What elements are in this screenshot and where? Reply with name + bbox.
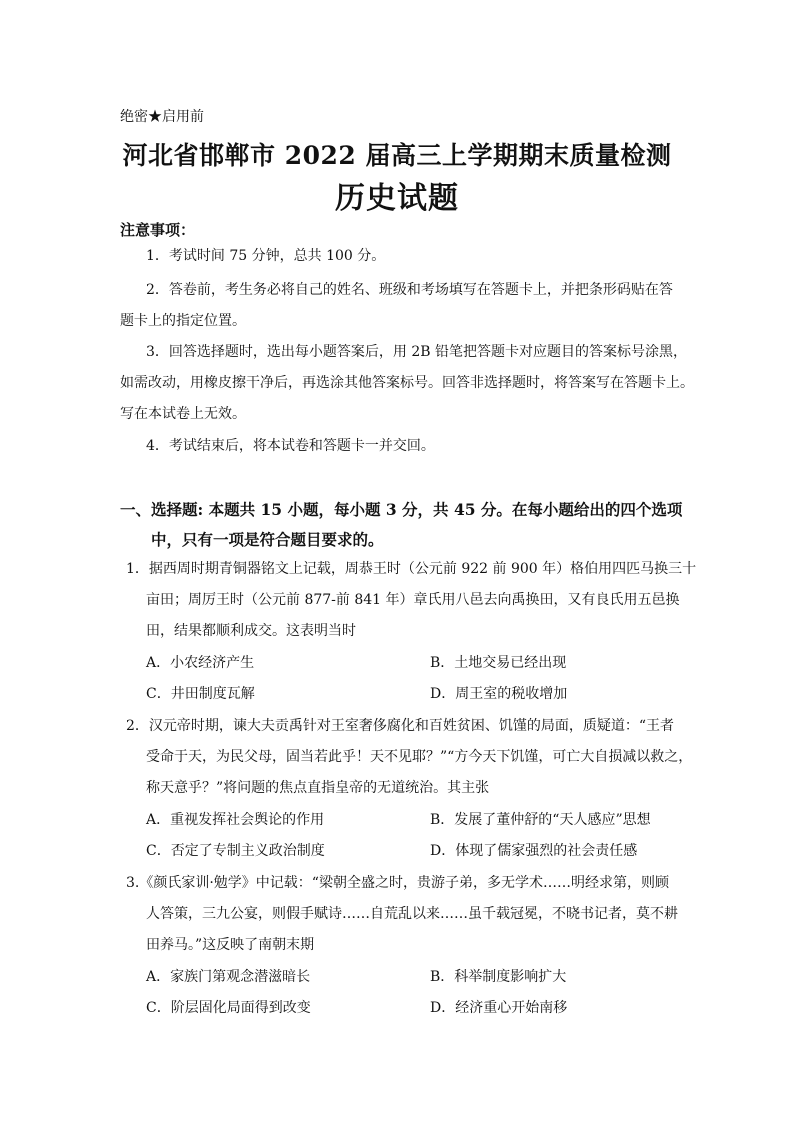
section-heading-line1: 一、选择题: 本题共 15 小题，每小题 3 分，共 45 分。在每小题给出的四个选项 (120, 500, 683, 519)
option-c: C．否定了专制主义政治制度 (146, 843, 325, 859)
notes-heading: 注意事项： (120, 221, 196, 239)
note-line: 2．答卷前，考生务必将自己的姓名、班级和考场填写在答题卡上，并把条形码贴在答 (146, 282, 673, 298)
option-c: C．井田制度瓦解 (146, 686, 255, 702)
question-line: 1．据西周时期青铜器铭文上记载，周恭王时（公元前 922 前 900 年）格伯用四匹马换三十 (126, 561, 697, 577)
option-d: D．周王室的税收增加 (430, 686, 568, 702)
question-line: 亩田；周厉王时（公元前 877-前 841 年）章氏用八邑去向禹换田，又有良氏用五邑换 (146, 592, 680, 608)
question-line: 田养马。”这反映了南朝末期 (146, 937, 315, 953)
option-d: D．经济重心开始南移 (430, 1000, 568, 1016)
option-b: B．科举制度影响扩大 (430, 969, 567, 985)
option-a: A．小农经济产生 (146, 655, 255, 671)
question-line: 人答策，三九公宴，则假手赋诗……自荒乱以来……虽千载冠冕，不晓书记者，莫不耕 (146, 906, 678, 922)
question-line: 受命于天，为民父母，固当若此乎！天不见耶？”“方今天下饥馑，可亡大自损减以救之， (146, 749, 693, 765)
option-d: D．体现了儒家强烈的社会责任感 (430, 843, 638, 859)
question-line: 田，结果都顺利成交。这表明当时 (146, 623, 356, 639)
option-b: B．土地交易已经出现 (430, 655, 567, 671)
option-c: C．阶层固化局面得到改变 (146, 1000, 311, 1016)
option-a: A．家族门第观念潜滋暗长 (146, 969, 311, 985)
note-line: 写在本试卷上无效。 (120, 406, 246, 422)
section-heading-line2: 中，只有一项是符合题目要求的。 (151, 530, 384, 549)
option-a: A．重视发挥社会舆论的作用 (146, 812, 325, 828)
note-line: 3．回答选择题时，选出每小题答案后，用 2B 铅笔把答题卡对应题目的答案标号涂黑， (146, 344, 688, 360)
exam-subtitle: 历史试题 (335, 181, 459, 216)
exam-title: 河北省邯郸市 2022 届高三上学期期末质量检测 (122, 141, 672, 170)
question-line: 称天意乎？”将问题的焦点直指皇帝的无道统治。其主张 (146, 780, 490, 796)
note-line: 4．考试结束后，将本试卷和答题卡一并交回。 (146, 438, 435, 454)
note-line: 题卡上的指定位置。 (120, 313, 246, 329)
note-line: 如需改动，用橡皮擦干净后，再选涂其他答案标号。回答非选择题时，将答案写在答题卡上。 (120, 375, 694, 391)
question-line: 2．汉元帝时期，谏大夫贡禹针对王室奢侈腐化和百姓贫困、饥馑的局面，质疑道：“王者 (126, 718, 675, 734)
option-b: B．发展了董仲舒的“天人感应”思想 (430, 812, 651, 828)
question-line: 3.《颜氏家训·勉学》中记载：“梁朝全盛之时，贵游子弟，多无学术……明经求第，则顾 (126, 875, 669, 891)
note-line: 1．考试时间 75 分钟，总共 100 分。 (146, 248, 386, 264)
confidential-label: 绝密★启用前 (120, 109, 204, 125)
